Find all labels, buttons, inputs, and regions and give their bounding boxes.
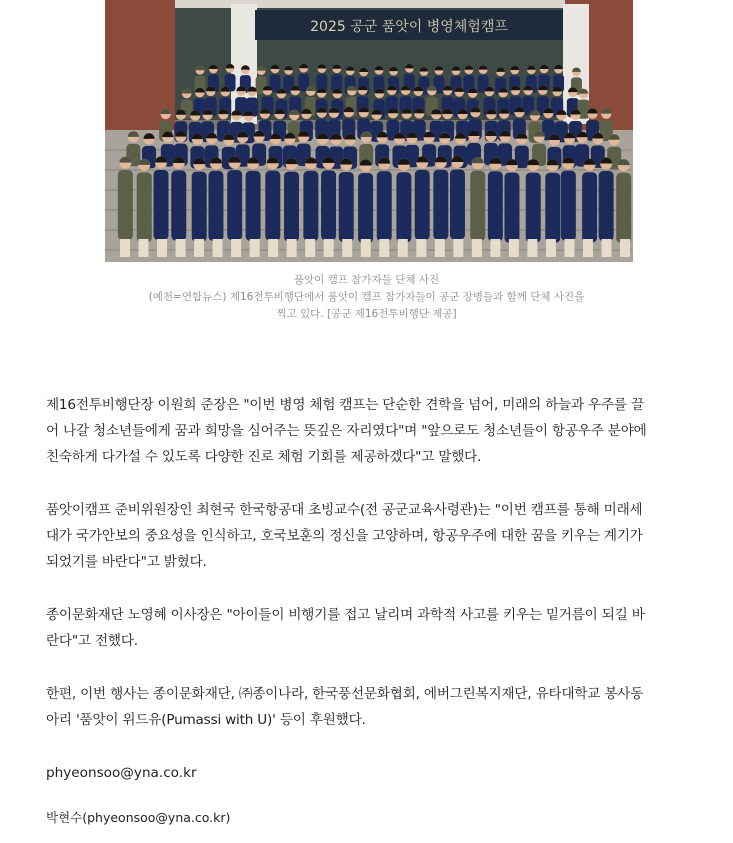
- person-legs: [250, 239, 260, 257]
- article-paragraph: [46, 497, 688, 575]
- person-legs: [435, 239, 445, 257]
- photo-caption: [0, 289, 733, 323]
- person-body: [470, 171, 485, 241]
- paragraph-line: 아리 '품앗이 위드유(Pumassi with U)' 등이 후원했다.: [46, 712, 366, 728]
- person-body: [192, 172, 207, 242]
- photo-caption-line: (예천=연합뉴스) 제16전투비행단에서 품앗이 캠프 참가자들이 공군 장병들과 함께 단체 사진을: [148, 291, 585, 303]
- reporter-byline[interactable]: 박현수(phyeonsoo@yna.co.kr): [46, 810, 231, 825]
- article-paragraph: [46, 681, 688, 733]
- person-legs: [157, 239, 167, 257]
- person-legs: [231, 239, 241, 257]
- person-body: [321, 171, 336, 241]
- person-legs: [361, 239, 371, 257]
- person-legs: [324, 239, 334, 257]
- person-legs: [379, 239, 389, 257]
- person-body: [227, 170, 242, 240]
- paragraph-line: 되었기를 바란다"고 밝혔다.: [46, 554, 207, 570]
- person-legs: [176, 239, 186, 257]
- person-legs: [268, 239, 278, 257]
- group-photo-illustration: [105, 0, 633, 262]
- paragraph-line: 란다"고 전했다.: [46, 633, 138, 649]
- article-paragraph: [46, 392, 688, 470]
- person-body: [561, 171, 576, 241]
- person-body: [450, 170, 465, 240]
- banner-text: 2025 공군 품앗이 병영체험캠프: [310, 19, 508, 35]
- photo-caption-title: 품앗이 캠프 참가자들 단체 사진: [293, 274, 440, 286]
- article-paragraph: [46, 602, 688, 654]
- person-legs: [213, 239, 223, 257]
- person-body: [599, 171, 614, 241]
- person-body: [616, 173, 631, 243]
- person-legs: [120, 239, 130, 257]
- paragraph-line: 한편, 이번 행사는 종이문화재단, ㈜종이나라, 한국풍선문화협회, 에버그린복지재단, 유타대학교 봉사동: [46, 686, 644, 702]
- person-body: [377, 171, 392, 241]
- person-legs: [287, 239, 297, 257]
- paragraph-line: 어 나갈 청소년들에게 꿈과 희망을 심어주는 뜻깊은 자리였다"며 "앞으로도 청소년들이 항공우주 분야에: [46, 423, 647, 439]
- paragraph-line: 품앗이캠프 준비위원장인 최현국 한국항공대 초빙교수(전 공군교육사령관)는 "이번 캠프를 통해 미래세: [46, 502, 643, 518]
- reporter-email: phyeonsoo@yna.co.kr: [46, 765, 197, 781]
- person-body: [545, 173, 560, 243]
- person-body: [246, 171, 261, 241]
- person-body: [358, 173, 373, 243]
- person-body: [154, 170, 169, 240]
- person-body: [265, 171, 280, 241]
- person-body: [433, 170, 448, 240]
- person-body: [582, 172, 597, 242]
- person-legs: [583, 239, 593, 257]
- person-legs: [472, 239, 482, 257]
- person-body: [284, 172, 299, 242]
- person-body: [118, 170, 133, 240]
- article-body: [46, 392, 688, 786]
- person-legs: [490, 239, 500, 257]
- person-legs: [453, 239, 463, 257]
- person-body: [303, 171, 318, 241]
- person-body: [526, 173, 541, 243]
- paragraph-line: 친숙하게 다가설 수 있도록 다양한 진로 체험 기회를 제공하겠다"고 말했다.: [46, 449, 482, 465]
- person-legs: [509, 239, 519, 257]
- person-body: [504, 173, 519, 243]
- person-legs: [398, 239, 408, 257]
- person-body: [171, 171, 186, 241]
- article-photo: [105, 0, 633, 262]
- person-legs: [139, 239, 149, 257]
- person-body: [415, 170, 430, 240]
- person-legs: [527, 239, 537, 257]
- person-body: [339, 172, 354, 242]
- person-body: [208, 171, 223, 241]
- person-legs: [416, 239, 426, 257]
- paragraph-line: 대가 국가안보의 중요성을 인식하고, 호국보훈의 정신을 고양하며, 항공우주에 대한 꿈을 키우는 계기가: [46, 528, 643, 544]
- paragraph-line: 제16전투비행단장 이원희 준장은 "이번 병영 체험 캠프는 단순한 견학을 넘어, 미래의 하늘과 우주를 끌: [46, 397, 644, 413]
- person-legs: [601, 239, 611, 257]
- person-legs: [305, 239, 315, 257]
- person-legs: [620, 239, 630, 257]
- person-legs: [342, 239, 352, 257]
- paragraph-line: 종이문화재단 노영혜 이사장은 "아이들이 비행기를 접고 날리며 과학적 사고를 키우는 밑거름이 되길 바: [46, 607, 645, 623]
- person-body: [488, 171, 503, 241]
- person-legs: [546, 239, 556, 257]
- person-body: [396, 172, 411, 242]
- person-body: [137, 172, 152, 242]
- person-legs: [564, 239, 574, 257]
- photo-caption-line: 찍고 있다. [공군 제16전투비행단 제공]: [276, 308, 457, 320]
- person-legs: [194, 239, 204, 257]
